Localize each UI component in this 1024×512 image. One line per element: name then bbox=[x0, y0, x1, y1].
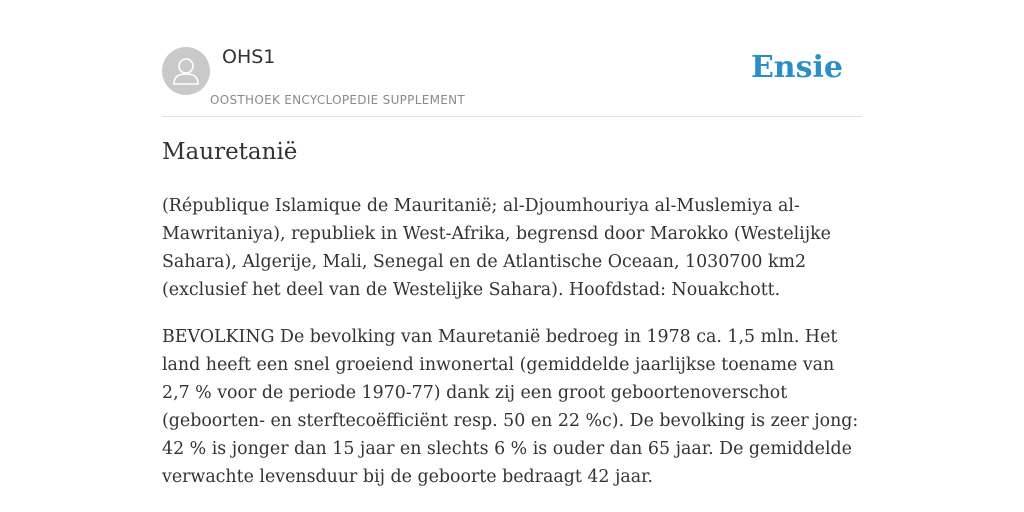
source-avatar[interactable] bbox=[162, 47, 210, 95]
user-silhouette-icon bbox=[162, 47, 210, 95]
article-paragraph-bevolking: BEVOLKING De bevolking van Mauretanië bedroeg in 1978 ca. 1,5 mln. Het land heeft een snel groeiend inwonertal (gemiddelde jaarlijkse toename van 2,7 % voor de periode 1970-77) dank zij een groot geboortenoverschot (geboorten- en sterftecoëfficiënt resp. 50 en 22 %c). De bevolking is zeer jong: 42 % is jonger dan 15 jaar en slechts 6 % is ouder dan 65 jaar. De gemiddelde verwachte levensduur bij de geboorte bedraagt 42 jaar. bbox=[162, 327, 859, 487]
source-subtitle: OOSTHOEK ENCYCLOPEDIE SUPPLEMENT bbox=[210, 93, 466, 107]
article-title: Mauretanië bbox=[162, 139, 298, 165]
ensie-logo[interactable]: Ensie bbox=[750, 50, 843, 85]
article-paragraph-intro: (République Islamique de Mauritanië; al-Djoumhouriya al-Muslemiya al-Mawritaniya), republiek in West-Afrika, begrensd door Marokko (Westelijke Sahara), Algerije, Mali, Senegal en de Atlantische Oceaan, 1030700 km2 (exclusief het deel van de Westelijke Sahara). Hoofdstad: Nouakchott. bbox=[162, 196, 831, 300]
source-name[interactable]: OHS1 bbox=[222, 46, 276, 68]
page-container bbox=[162, 0, 862, 487]
source-header bbox=[162, 0, 862, 117]
